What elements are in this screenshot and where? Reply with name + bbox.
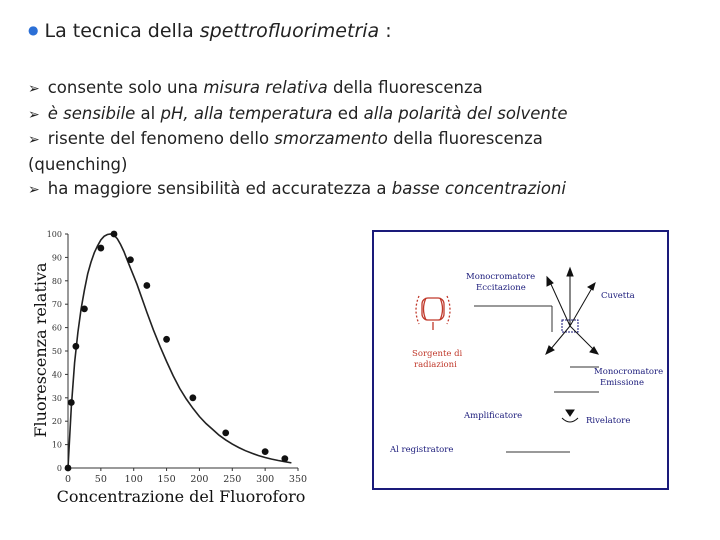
data-point: [222, 430, 229, 437]
x-tick-label: 150: [157, 474, 176, 485]
y-tick-label: 80: [51, 276, 62, 286]
bullet-text-part: misura relativa: [203, 78, 328, 97]
label-rivelatore: Rivelatore: [586, 416, 631, 426]
bullet-text-part: consente solo una: [47, 78, 204, 97]
fluorescence-chart: [28, 222, 328, 516]
bullet-text-part: è sensibile: [47, 103, 136, 123]
x-tick-label: 100: [124, 474, 143, 485]
bullet-item: [28, 153, 668, 178]
bullet-text-part: ha maggiore sensibilità ed accuratezza a: [47, 179, 392, 198]
x-tick-label: 350: [288, 474, 308, 485]
y-axis-label: Fluorescenza relativa: [31, 262, 50, 438]
title-emphasis: spettrofluorimetria: [199, 20, 380, 42]
data-point: [68, 399, 75, 406]
label-registratore: Al registratore: [390, 445, 454, 455]
x-tick-label: 50: [94, 474, 107, 485]
label-mono-exc-1: Monocromatore: [466, 272, 536, 282]
y-tick-label: 50: [51, 347, 62, 356]
y-tick-label: 0: [56, 464, 62, 473]
label-sorgente-2: radiazioni: [414, 360, 457, 370]
arrow-bullet-icon: ➢: [28, 182, 40, 198]
bullet-text-part: alla polarità del solvente: [363, 103, 568, 123]
x-axis-label: Concentrazione del Fluoroforo: [56, 487, 306, 506]
data-point: [262, 448, 269, 455]
x-tick-label: 0: [64, 474, 72, 485]
emission-rays: [546, 268, 598, 354]
y-tick-label: 70: [51, 300, 62, 310]
slide-title: [28, 20, 392, 42]
data-point: [111, 231, 118, 238]
label-mono-em-1: Monocromatore: [594, 367, 664, 377]
data-point: [143, 282, 150, 289]
y-tick-label: 10: [51, 440, 62, 450]
data-point: [127, 256, 134, 263]
x-tick-label: 250: [223, 474, 242, 485]
data-point: [65, 465, 72, 472]
x-tick-label: 200: [190, 474, 209, 485]
bullet-text-part: pH, alla temperatura: [160, 103, 333, 123]
x-tick-label: 300: [256, 474, 275, 485]
bullet-text-part: della fluorescenza: [327, 78, 483, 97]
label-sorgente-1: Sorgente di: [412, 349, 463, 359]
data-point: [72, 343, 79, 350]
data-point: [189, 394, 196, 401]
bullet-text-part: smorzamento: [274, 129, 388, 148]
label-mono-exc-2: Eccitazione: [476, 283, 526, 293]
y-tick-label: 100: [46, 230, 62, 239]
y-tick-label: 90: [51, 253, 62, 263]
bullet-text-part: risente del fenomeno dello: [47, 129, 275, 148]
bullet-dot-icon: ●: [28, 23, 39, 37]
y-tick-label: 60: [51, 323, 62, 333]
chart-svg: [28, 222, 328, 512]
arrow-bullet-icon: ➢: [28, 106, 40, 123]
chart-panel-bg: [64, 232, 328, 478]
diagram-svg: [374, 232, 667, 488]
data-point: [281, 455, 288, 462]
fluorimeter-diagram: [372, 230, 669, 490]
data-point: [97, 245, 104, 252]
bullet-text-part: ed: [332, 103, 364, 123]
data-point: [81, 305, 88, 312]
bullet-text-part: al: [135, 103, 161, 123]
bullet-item: [28, 102, 668, 128]
bullet-text-part: (quenching): [28, 154, 128, 174]
label-amplificatore: Amplificatore: [464, 411, 523, 421]
lamp-icon: [416, 296, 450, 330]
bullet-item: [28, 177, 668, 203]
detector-icon: [562, 410, 578, 422]
data-point: [163, 336, 170, 343]
label-cuvetta: Cuvetta: [601, 291, 635, 301]
y-tick-label: 40: [51, 370, 62, 380]
title-suffix: :: [379, 20, 392, 42]
bullet-text-part: della fluorescenza: [387, 129, 543, 148]
y-tick-label: 30: [51, 393, 62, 403]
y-tick-label: 20: [51, 417, 62, 427]
arrow-bullet-icon: ➢: [28, 81, 40, 97]
bullet-text-part: basse concentrazioni: [391, 179, 566, 198]
bullet-item: [28, 127, 668, 153]
title-prefix: La tecnica della: [44, 20, 200, 42]
bullet-list: [28, 76, 668, 203]
arrow-bullet-icon: ➢: [28, 132, 40, 148]
label-mono-em-2: Emissione: [600, 378, 645, 388]
bullet-item: [28, 76, 668, 102]
